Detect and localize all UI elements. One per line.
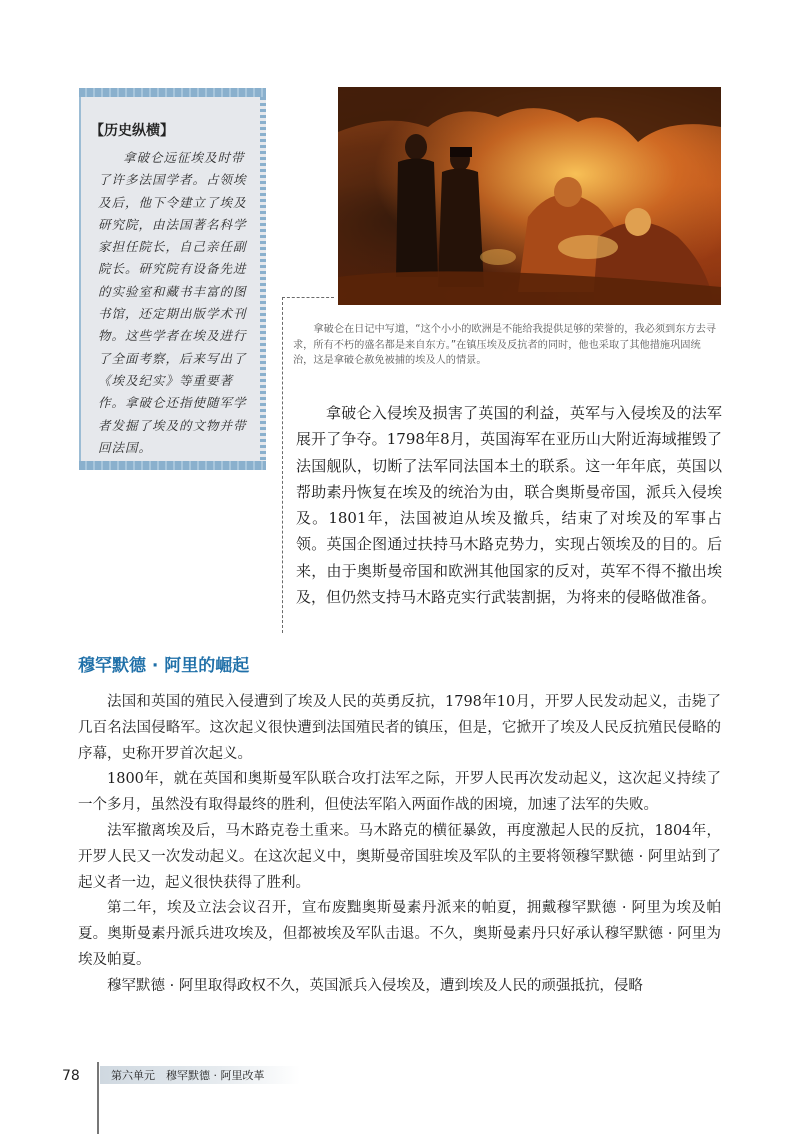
- figure-caption: 拿破仑在日记中写道，“这个小小的欧洲是不能给我提供足够的荣誉的，我必须到东方去寻求，所有不朽的盛名都是来自东方。”在镇压埃及反抗者的同时，他也采取了其他措施巩固统治，这是拿破仑赦免被捕的埃及人的情景。: [293, 324, 716, 366]
- paragraph: 法国和英国的殖民入侵遭到了埃及人民的英勇反抗，1798年10月，开罗人民发动起义，击毙了几百名法国侵略军。这次起义很快遭到法国殖民者的镇压，但是，它掀开了埃及人民反抗殖民侵略的序幕，史称开罗首次起义。: [78, 694, 721, 762]
- paragraph: 第二年，埃及立法会议召开，宣布废黜奥斯曼素丹派来的帕夏，拥戴穆罕默德 · 阿里为埃及帕夏。奥斯曼素丹派兵进攻埃及，但都被埃及军队击退。不久，奥斯曼素丹只好承认穆罕默德 · 阿里为埃及帕夏。: [78, 900, 721, 968]
- napoleon-painting: [338, 87, 721, 305]
- painting-figures: [338, 87, 721, 305]
- sidebar-left-rule: [79, 97, 81, 461]
- right-column-paragraph: 拿破仑入侵埃及损害了英国的利益，英军与入侵埃及的法军展开了争夺。1798年8月，英国海军在亚历山大附近海域摧毁了法国舰队，切断了法军同法国本土的联系。这一年年底，英国以帮助素丹恢复在埃及的统治为由，联合奥斯曼帝国，派兵入侵埃及。1801年，法国被迫从埃及撤兵，结束了对埃及的军事占领。英国企图通过扶持马木路克势力，实现占领埃及的目的。后来，由于奥斯曼帝国和欧洲其他国家的反对，英军不得不撤出埃及，但仍然支持马木路克实行武装割据，为将来的侵略做准备。: [296, 404, 722, 607]
- paragraph: 1800年，就在英国和奥斯曼军队联合攻打法军之际，开罗人民再次发动起义，这次起义持续了一个多月，虽然没有取得最终的胜利，但使法军陷入两面作战的困境，加速了法军的失败。: [78, 771, 721, 814]
- paragraph: 法军撤离埃及后，马木路克卷土重来。马木路克的横征暴敛，再度激起人民的反抗，1804年，开罗人民又一次发动起义。在这次起义中，奥斯曼帝国驻埃及军队的主要将领穆罕默德 · 阿里站到了起义者一边，起义很快获得了胜利。: [78, 822, 721, 891]
- caption-frame-left: [282, 297, 283, 633]
- unit-label: 第六单元 穆罕默德 · 阿里改革: [111, 1069, 265, 1082]
- sidebar-title: 【历史纵横】: [90, 123, 174, 139]
- caption-frame-top: [282, 297, 334, 300]
- sidebar-body: 拿破仑远征埃及时带了许多法国学者。占领埃及后，他下令建立了埃及研究院，由法国著名科学家担任院长，自己亲任副院长。研究院有设备先进的实验室和藏书丰富的图书馆，还定期出版学术刊物。这些学者在埃及进行了全面考察，后来写出了《埃及纪实》等重要著作。拿破仑还指使随军学者发掘了埃及的文物并带回法国。: [98, 150, 247, 455]
- sidebar-bottom-bar: [79, 461, 266, 470]
- page-number: 78: [62, 1068, 80, 1084]
- sidebar-dotted-edge: [260, 97, 266, 461]
- footer-rule: [97, 1062, 99, 1134]
- section-title: 穆罕默德 · 阿里的崛起: [78, 656, 250, 676]
- sidebar-top-bar: [79, 88, 266, 97]
- paragraph: 穆罕默德 · 阿里取得政权不久，英国派兵入侵埃及，遭到埃及人民的顽强抵抗，侵略: [107, 977, 643, 994]
- main-text: [78, 690, 721, 1000]
